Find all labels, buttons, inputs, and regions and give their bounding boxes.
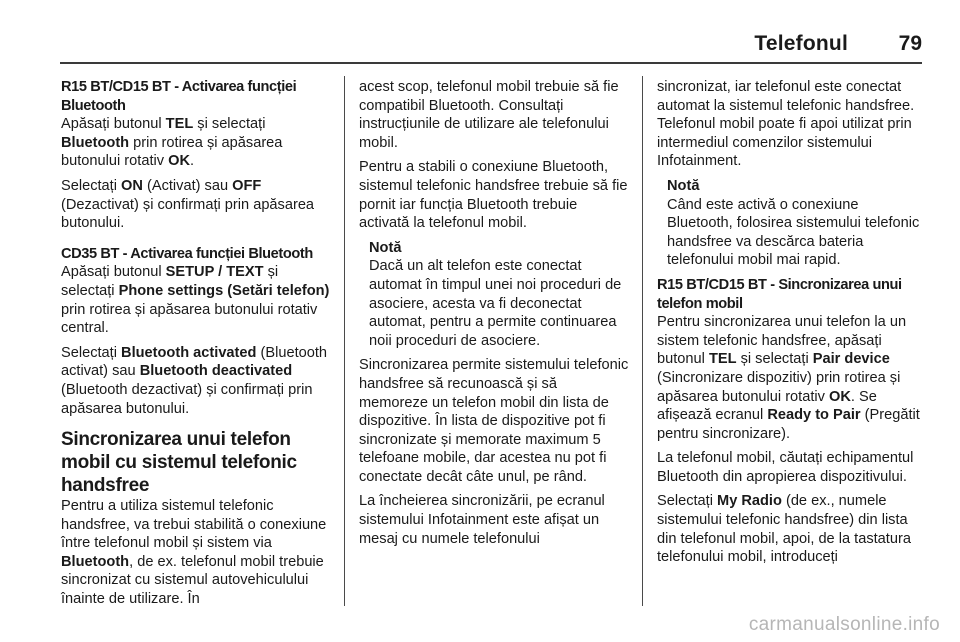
page-number: 79 xyxy=(898,32,922,55)
paragraph: acest scop, telefonul mobil trebuie să fie compatibil Bluetooth. Consultați instrucțiunile de utilizare ale telefonului mobil. xyxy=(359,79,619,151)
subheading-cd35-activation: CD35 BT - Activarea funcției Bluetooth xyxy=(61,245,313,262)
page-header xyxy=(60,18,922,64)
column-1 xyxy=(61,78,333,615)
column-divider xyxy=(344,76,345,606)
paragraph: Selectați Bluetooth activated (Bluetooth activat) sau Bluetooth deactivated (Bluetooth dezactivat) și confirmați prin apăsarea butonului. xyxy=(61,344,328,417)
paragraph: Selectați ON (Activat) sau OFF (Dezactivat) și confirmați prin apăsarea butonului. xyxy=(61,177,315,232)
paragraph: Sincronizarea permite sistemului telefonic handsfree să recunoască și să memoreze un telefon mobil din lista de dispozitive. În lista de dispozitive pot fi sincronizate și memorate maximum 5 telefoane mobile, dar acestea nu pot fi conectate decât câte unul, pe rând. xyxy=(359,357,629,485)
paragraph: La încheierea sincronizării, pe ecranul sistemului Infotainment este afișat un mesaj cu numele telefonului xyxy=(359,493,605,547)
paragraph: La telefonul mobil, căutați echipamentul Bluetooth din apropierea dispozitivului. xyxy=(657,450,914,485)
paragraph: Pentru a utiliza sistemul telefonic handsfree, va trebui stabilită o conexiune între telefonul mobil și sistem via Bluetooth, de ex. telefonul mobil trebuie sincronizat cu sistemul autovehiculului înainte de utilizare. În xyxy=(61,498,327,608)
note-label: Notă xyxy=(667,177,700,194)
paragraph: Apăsați butonul TEL și selectați Bluetooth prin rotirea și apăsarea butonului rotativ OK. xyxy=(61,116,283,170)
note-box xyxy=(667,177,927,270)
section-heading-pairing: Sincronizarea unui telefon mobil cu sistemul telefonic handsfree xyxy=(61,429,297,497)
paragraph: Pentru a stabili o conexiune Bluetooth, sistemul telefonic handsfree trebuie să fie pornit iar funcția Bluetooth trebuie activată la telefonul mobil. xyxy=(359,159,628,232)
subheading-r15-activation: R15 BT/CD15 BT - Activarea funcției Bluetooth xyxy=(61,79,297,114)
paragraph: Selectați My Radio (de ex., numele sistemului telefonic handsfree) din lista din telefonul mobil, apoi, de la tastatura telefonului mobil, introduceți xyxy=(657,493,911,566)
note-text: Dacă un alt telefon este conectat automat în timpul unei noi proceduri de asociere, acesta va fi deconectat automat, pentru a permite continuarea noii proceduri de asociere. xyxy=(369,258,622,349)
column-divider xyxy=(642,76,643,606)
paragraph: Pentru sincronizarea unui telefon la un sistem telefonic handsfree, apăsați butonul TEL și selectați Pair device (Sincronizare dispozitiv) prin rotirea și apăsarea butonului rotativ OK. Se afișează ecranul Ready to Pair (Pregătit pentru sincronizare). xyxy=(657,314,920,442)
note-label: Notă xyxy=(369,239,402,256)
note-box xyxy=(369,239,629,351)
watermark: carmanualsonline.info xyxy=(748,614,940,635)
section-title: Telefonul xyxy=(754,32,848,55)
note-text: Când este activă o conexiune Bluetooth, folosirea sistemului telefonic handsfree va descărca bateria telefonului mobil mai rapid. xyxy=(667,196,920,269)
column-2 xyxy=(359,78,629,554)
subheading-r15-pairing: R15 BT/CD15 BT - Sincronizarea unui telefon mobil xyxy=(657,276,902,312)
column-3 xyxy=(657,78,927,573)
paragraph: sincronizat, iar telefonul este conectat automat la sistemul telefonic handsfree. Telefonul mobil poate fi apoi utilizat prin intermediul comenzilor sistemului Infotainment. xyxy=(657,79,915,170)
paragraph: Apăsați butonul SETUP / TEXT și selectați Phone settings (Setări telefon) prin rotirea și apăsarea butonului rotativ central. xyxy=(61,264,330,337)
